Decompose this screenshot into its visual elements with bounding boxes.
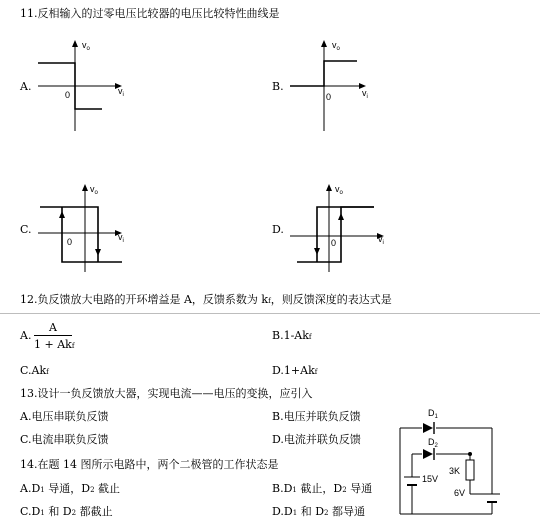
origin-label: 0 [331, 238, 337, 248]
q12-option-a-numerator: A [49, 321, 57, 334]
diode-d2-icon [423, 449, 433, 459]
resistor-label: 3K [449, 466, 461, 476]
q11-option-c-label: C. [20, 223, 32, 236]
down-arrow-icon [314, 248, 320, 255]
q12-option-a-denominator: 1 + Akf [34, 338, 75, 351]
q11-option-a-label: A. [20, 80, 32, 93]
q14-option-c: C.D1 和 D2 都截止 [20, 505, 113, 518]
q13-option-d: D.电流并联负反馈 [272, 433, 361, 446]
q12-option-c: C.Akf [20, 364, 49, 377]
q11-option-b-label: B. [272, 80, 284, 93]
q11-graph-d [282, 180, 392, 275]
junction-dot [468, 452, 472, 456]
origin-label: 0 [326, 92, 332, 102]
q14-option-d: D.D1 和 D2 都导通 [272, 505, 366, 518]
q14-circuit [392, 402, 502, 520]
q14-option-a: A.D1 导通，D2 截止 [20, 482, 121, 495]
origin-label: 0 [67, 237, 73, 247]
q13-option-b: B.电压并联负反馈 [272, 410, 361, 423]
vo-arrow-icon [326, 184, 332, 191]
q13-stem: 13.设计一负反馈放大器，实现电流——电压的变换，应引入 [20, 387, 313, 400]
q12-option-b: B.1-Akf [272, 329, 312, 342]
hysteresis-lower [62, 207, 122, 262]
q11-option-d-label: D. [272, 223, 284, 236]
battery-15v-label: 15V [422, 474, 439, 484]
resistor-icon [466, 460, 474, 480]
hysteresis-upper [40, 207, 98, 262]
fraction-bar [34, 335, 72, 336]
q14-option-b: B.D1 截止，D2 导通 [272, 482, 373, 495]
q12-stem: 12.负反馈放大电路的开环增益是 A，反馈系数为 kf，则反馈深度的表达式是 [20, 293, 392, 306]
hysteresis-left [317, 207, 374, 262]
down-arrow-icon [95, 249, 101, 256]
up-arrow-icon [338, 213, 344, 220]
q12-option-d: D.1+Akf [272, 364, 318, 377]
vi-label: $v_i$ [118, 86, 124, 98]
vo-arrow-icon [82, 184, 88, 191]
q11-graph-c [30, 180, 140, 275]
d2-label: $D_2$ [428, 437, 438, 449]
vo-arrow-icon [72, 40, 78, 47]
q12-option-a-label: A. [20, 329, 32, 342]
q14-stem: 14.在题 14 图所示电路中，两个二极管的工作状态是 [20, 458, 279, 471]
hysteresis-right [297, 207, 374, 262]
divider-line [0, 313, 540, 314]
q13-option-c: C.电流串联负反馈 [20, 433, 109, 446]
vi-label: $v_i$ [118, 232, 124, 244]
vi-label: $v_i$ [378, 234, 384, 246]
d1-label: $D_1$ [428, 408, 438, 420]
q11-stem: 11.反相输入的过零电压比较器的电压比较特性曲线是 [20, 7, 280, 20]
vo-label: $v_o$ [90, 184, 98, 196]
diode-d1-icon [423, 423, 433, 433]
q11-graph-b [282, 36, 392, 136]
origin-label: 0 [65, 90, 71, 100]
q11-graph-a [30, 36, 140, 136]
vo-label: $v_o$ [332, 40, 340, 52]
vo-arrow-icon [321, 40, 327, 47]
vi-label: $v_i$ [362, 88, 368, 100]
vo-label: $v_o$ [335, 184, 343, 196]
up-arrow-icon [59, 211, 65, 218]
vo-label: $v_o$ [82, 40, 90, 52]
q13-option-a: A.电压串联负反馈 [20, 410, 109, 423]
transfer-curve [290, 61, 357, 86]
battery-6v-label: 6V [454, 488, 466, 498]
